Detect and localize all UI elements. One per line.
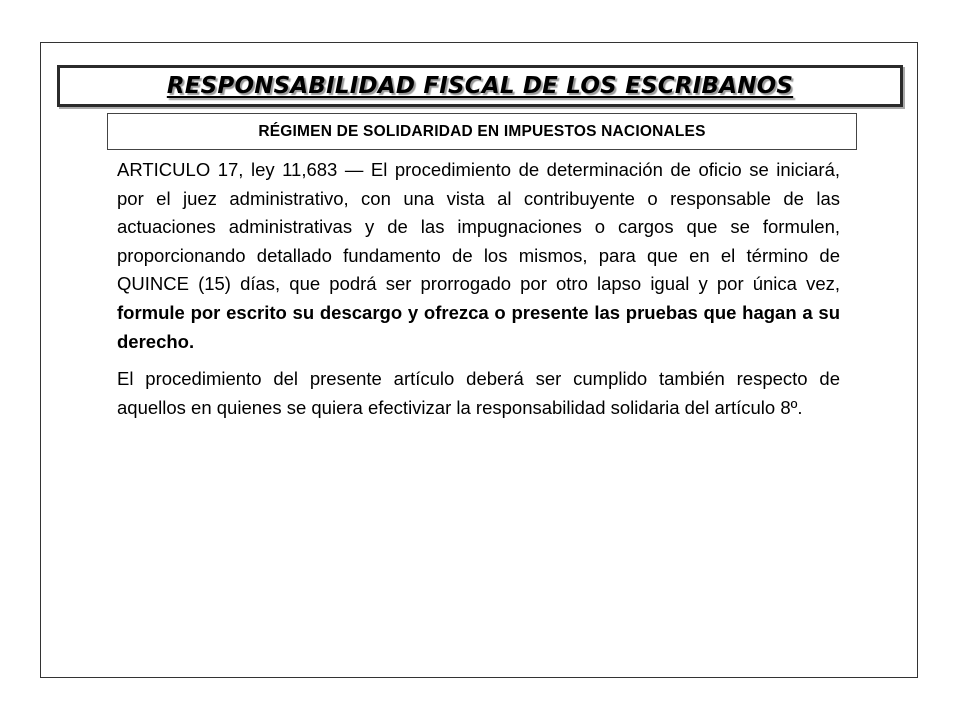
paragraph-article-17 (117, 156, 840, 356)
paragraph-procedure (117, 365, 840, 422)
paragraph-1-bold-text: formule por escrito su descargo y ofrezca o presente las pruebas que hagan a su derecho. (117, 301, 840, 352)
paragraph-1-text: ARTICULO 17, ley 11,683 — El procedimiento de determinación de oficio se iniciará, por el juez administrativo, con una vista al contribuyente o responsable de las actuaciones administrativas y de las impugnaciones o cargos que se formulen, proporcionando detallado fundamento de los mismos, para que en el término de QUINCE (15) días, que podrá ser prorrogado por otro lapso igual y por única vez, (117, 159, 840, 295)
subtitle-box (107, 113, 857, 150)
slide-subtitle: RÉGIMEN DE SOLIDARIDAD EN IMPUESTOS NACIONALES (258, 122, 706, 140)
paragraph-2-text: El procedimiento del presente artículo deberá ser cumplido también respecto de aquellos en quienes se quiera efectivizar la responsabilidad solidaria del artículo 8º. (117, 368, 840, 418)
slide-title: RESPONSABILIDAD FISCAL DE LOS ESCRIBANOS (166, 73, 794, 99)
body-text (117, 156, 840, 422)
title-box (57, 65, 903, 107)
